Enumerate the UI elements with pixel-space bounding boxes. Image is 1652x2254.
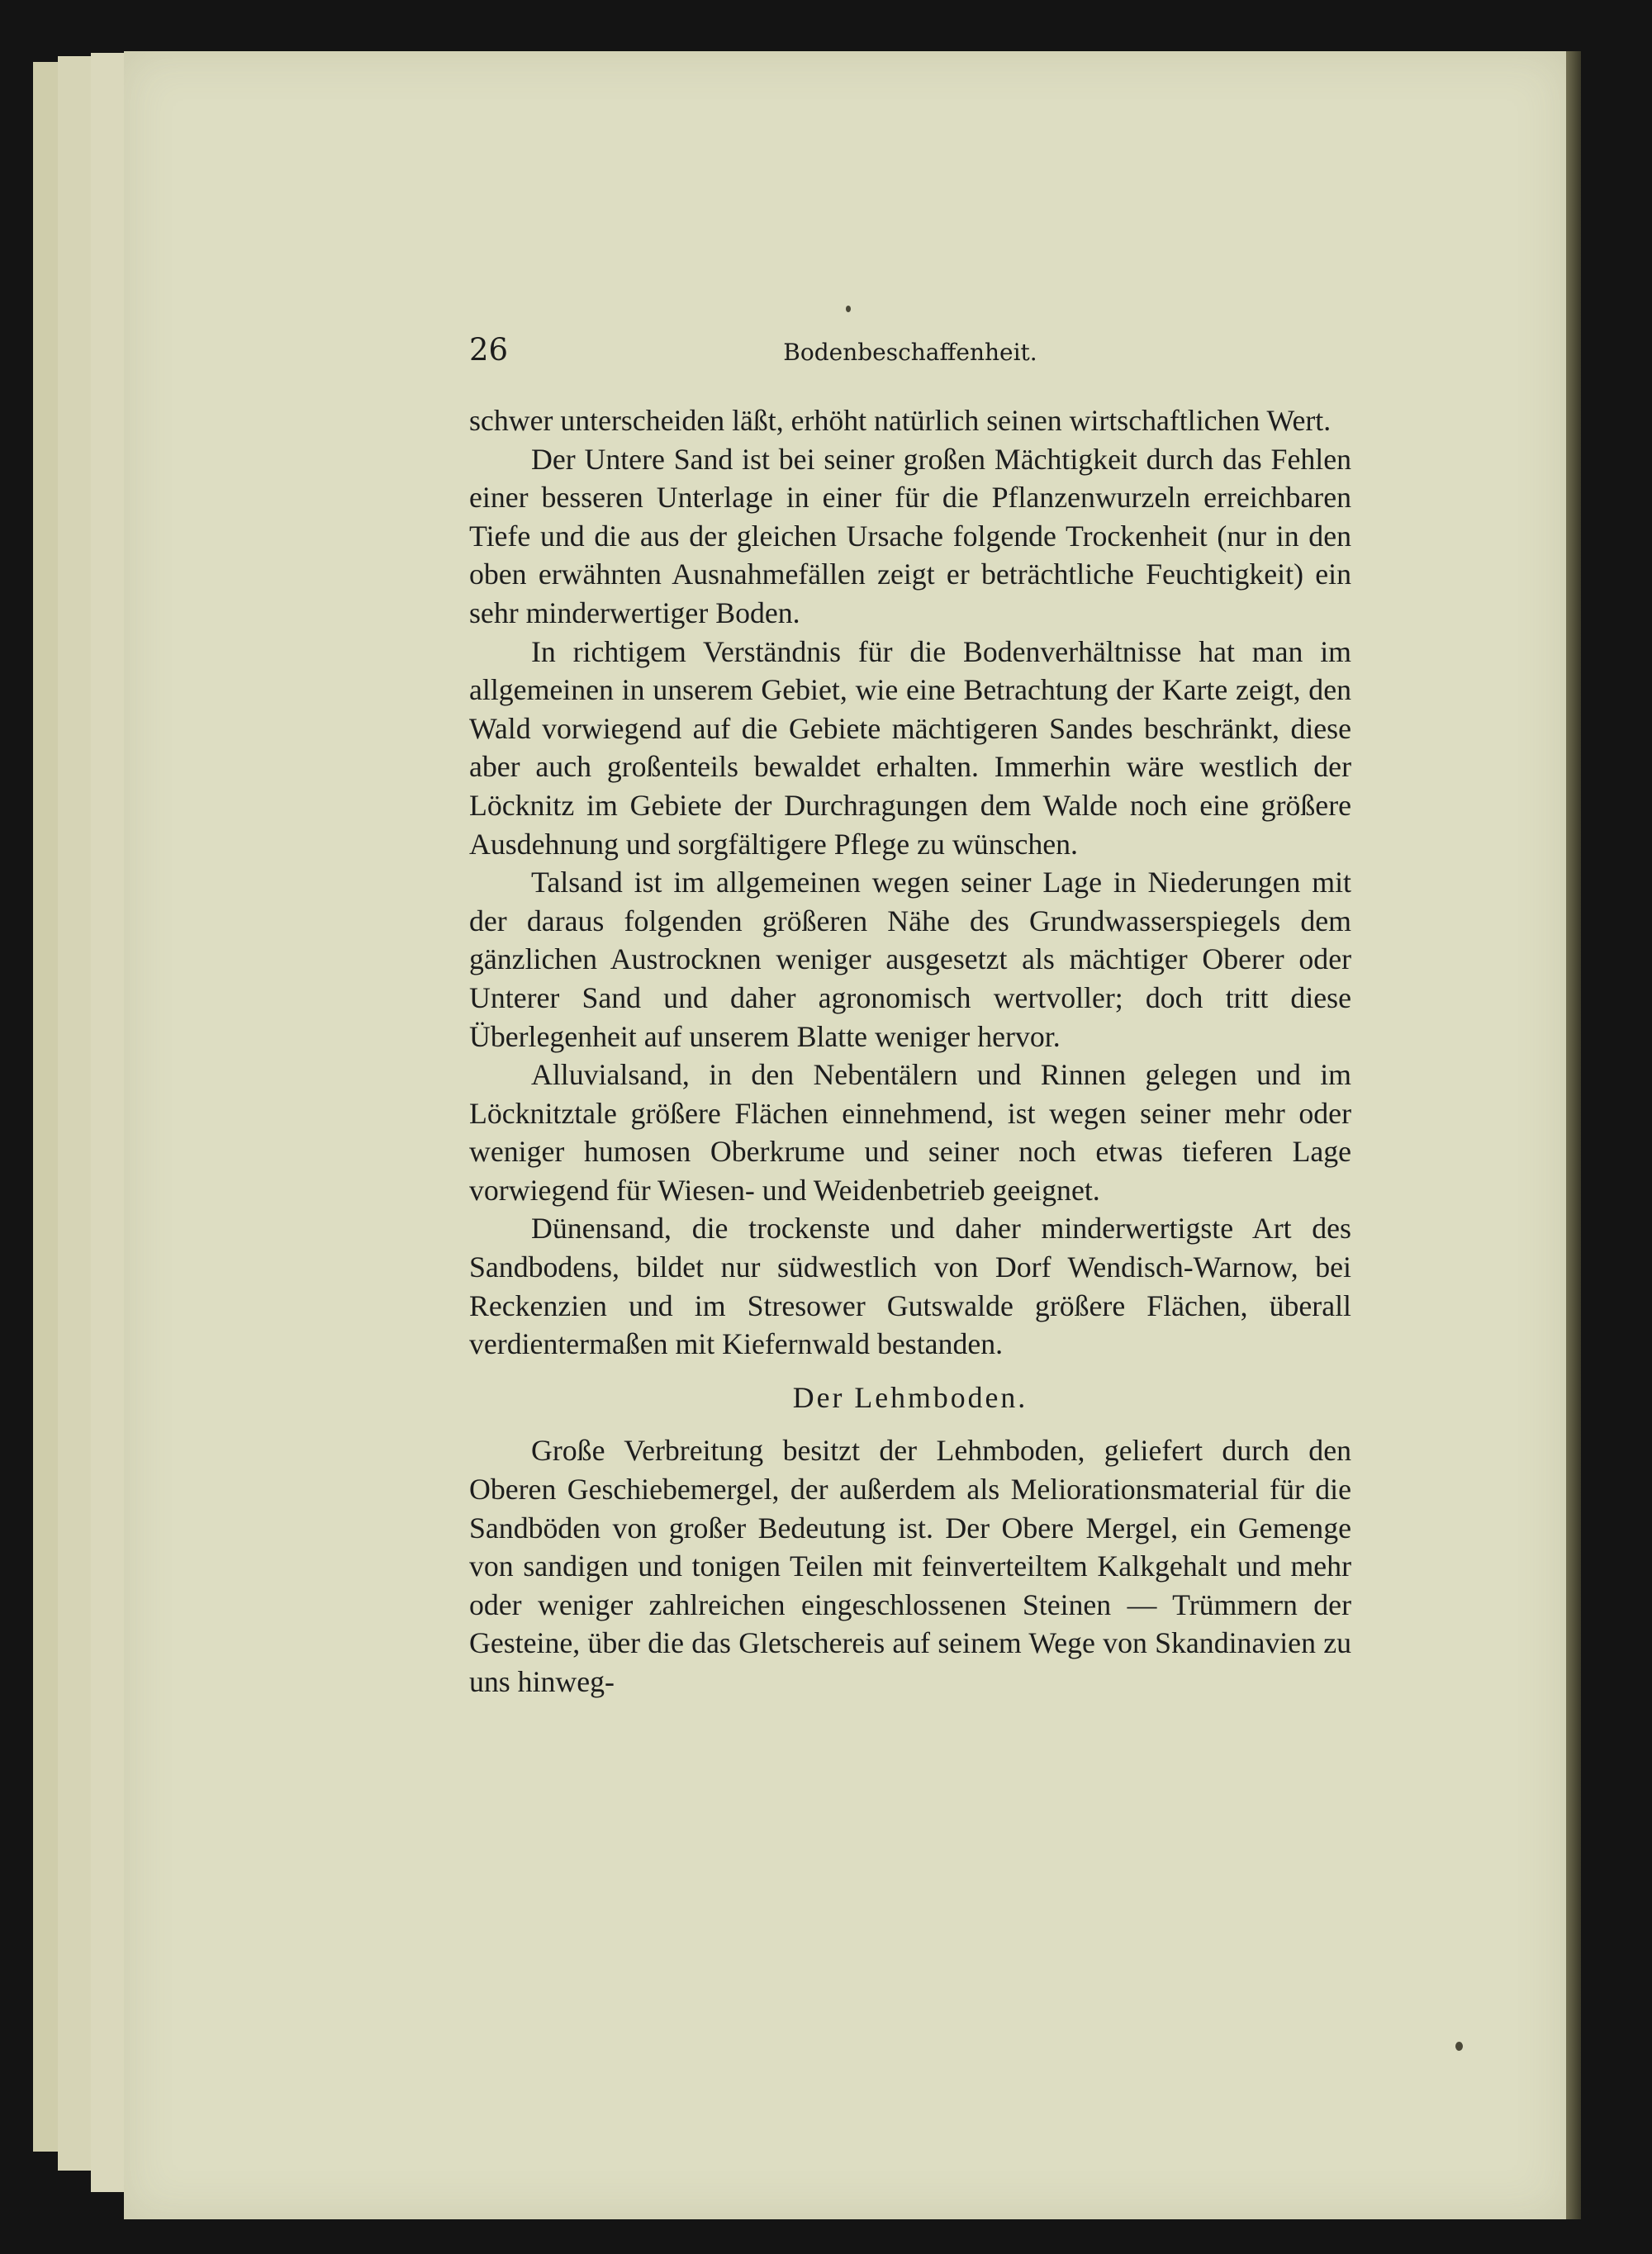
paper-speck (846, 306, 851, 312)
page-edge-3 (91, 53, 126, 2192)
paragraph: In richtigem Verständnis für die Bodenverhältnisse hat man im allgemeinen in unserem Gebiet, wie eine Betrachtung der Karte zeigt, den Wald vorwiegend auf die Gebiete mächtigeren Sandes beschränkt, diese aber auch großenteils bewaldet erhalten. Immerhin wäre westlich der Löcknitz im Gebiete der Durchragungen dem Walde noch eine größere Ausdehnung und sorgfältigere Pflege zu wünschen. (469, 634, 1351, 861)
page-header (469, 332, 1351, 375)
paper-speck (1455, 2042, 1463, 2051)
paragraph: Der Untere Sand ist bei seiner großen Mächtigkeit durch das Fehlen einer besseren Unterlage in einer für die Pflanzenwurzeln erreichbaren Tiefe und die aus der gleichen Ursache folgende Trockenheit (nur in den oben erwähnten Ausnahmefällen zeigt er beträchtliche Feuchtigkeit) ein sehr minderwertiger Boden. (469, 442, 1351, 629)
running-title: Bodenbeschaffenheit. (783, 339, 1037, 366)
page-gutter-shadow (1566, 51, 1581, 2219)
body-text (469, 401, 1351, 1701)
section-heading: Der Lehmboden. (792, 1380, 1028, 1414)
page-number: 26 (469, 332, 509, 368)
paragraph: Talsand ist im allgemeinen wegen seiner Lage in Niederungen mit der daraus folgenden größeren Nähe des Grundwasserspiegels dem gänzlichen Austrocknen weniger ausgesetzt als mächtiger Oberer oder Unterer Sand und daher agronomisch wertvoller; doch tritt diese Überlegenheit auf unserem Blatte weniger hervor. (469, 866, 1351, 1053)
paragraph: Große Verbreitung besitzt der Lehmboden, geliefert durch den Oberen Geschiebemergel, der außerdem als Meliorationsmaterial für die Sandböden von großer Bedeutung ist. Der Obere Mergel, ein Gemenge von sandigen und tonigen Teilen mit feinverteiltem Kalkgehalt und mehr oder weniger zahlreichen eingeschlossenen Steinen — Trümmern der Gesteine, über die das Gletschereis auf seinem Wege von Skandinavien zu uns hinweg- (469, 1434, 1351, 1698)
paragraph: Alluvialsand, in den Nebentälern und Rinnen gelegen und im Löcknitztale größere Flächen einnehmend, ist wegen seiner mehr oder weniger humosen Oberkrume und seiner noch etwas tieferen Lage vorwiegend für Wiesen- und Weidenbetrieb geeignet. (469, 1058, 1351, 1207)
paragraph: Dünensand, die trockenste und daher minderwertigste Art des Sandbodens, bildet nur südwestlich von Dorf Wendisch-Warnow, bei Reckenzien und im Stresower Gutswalde größere Flächen, überall verdientermaßen mit Kiefernwald bestanden. (469, 1212, 1351, 1361)
paragraph: schwer unterscheiden läßt, erhöht natürlich seinen wirtschaftlichen Wert. (469, 404, 1332, 437)
